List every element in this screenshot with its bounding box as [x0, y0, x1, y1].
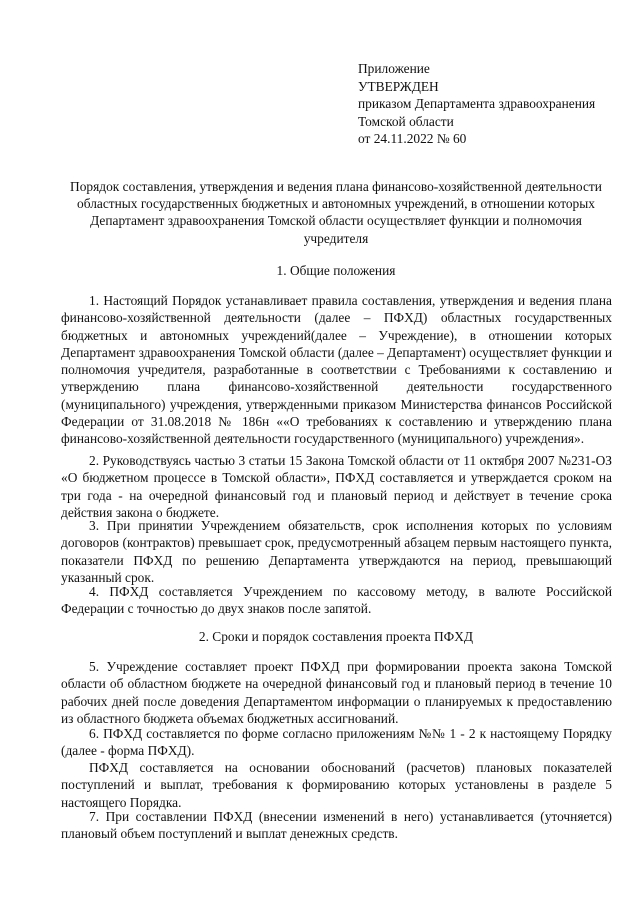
section-2-heading: 2. Сроки и порядок составления проекта ПФХД — [198, 629, 474, 644]
paragraph-2: 2. Руководствуясь частью 3 статьи 15 Закона Томской области от 11 октября 2007 №231-ОЗ «О бюджетном процессе в Томской области», ПФХД составляется и утверждается сроком на три года - на очередной финансовый год и плановый период и действует в течение срока действия закона о бюджете. — [61, 453, 612, 520]
paragraph-3: 3. При принятии Учреждением обязательств, срок исполнения которых по условиям договоров (контрактов) превышает срок, предусмотренный абзацем первым настоящего пункта, показатели ПФХД по решению Департамента утверждаются на период, превышающий указанный срок. — [61, 518, 612, 585]
document-title: Порядок составления, утверждения и ведения плана финансово-хозяйственной деятельности областных государственных бюджетных и автономных учреждений, в отношении которых Департамент здравоохранения Томской области осуществляет функции и полномочия учредителя — [70, 179, 602, 246]
approval-approved-label: УТВЕРЖДЕН — [358, 78, 439, 94]
paragraph-1: 1. Настоящий Порядок устанавливает правила составления, утверждения и ведения плана финансово-хозяйственной деятельности (далее – ПФХД) областных государственных бюджетных и автономных учреждений(далее – Учреждение), в отношении которых Департамент здравоохранения Томской области (далее – Департамент) осуществляет функции и полномочия учредителя, разработанные в соответствии с Требованиями к составлению и утверждению плана финансово-хозяйственной деятельности государственного (муниципального) учреждения, утвержденными приказом Министерства финансов Российской Федерации от 31.08.2018 № 186н ««О требованиях к составлению и утверждению плана финансово-хозяйственной деятельности государственного (муниципального) учреждения». — [61, 293, 612, 447]
paragraph-6: 6. ПФХД составляется по форме согласно приложениям №№ 1 - 2 к настоящему Порядку (далее - форма ПФХД). — [61, 726, 612, 759]
approval-stamp — [358, 60, 618, 148]
paragraph-4: 4. ПФХД составляется Учреждением по кассовому методу, в валюте Российской Федерации с точностью до двух знаков после запятой. — [61, 584, 612, 617]
approval-appendix-label: Приложение — [358, 61, 430, 76]
approval-date-number: от 24.11.2022 № 60 — [358, 131, 467, 147]
approval-order-line: приказом Департамента здравоохранения — [358, 96, 596, 112]
paragraph-5: 5. Учреждение составляет проект ПФХД при формировании проекта закона Томской области об областном бюджете на очередной финансовый год и плановый период в течение 10 рабочих дней после доведения Департаментом информации о планируемых к предоставлению из областного бюджета объемах бюджетных ассигнований. — [61, 659, 612, 726]
approval-region-line: Томской области — [358, 113, 454, 129]
paragraph-7: 7. При составлении ПФХД (внесении изменений в него) устанавливается (уточняется) плановый объем поступлений и выплат денежных средств. — [61, 809, 612, 842]
section-1-heading: 1. Общие положения — [276, 263, 396, 278]
paragraph-6-continued: ПФХД составляется на основании обоснований (расчетов) плановых показателей поступлений и выплат, требования к формированию которых установлены в разделе 5 настоящего Порядка. — [61, 760, 612, 810]
